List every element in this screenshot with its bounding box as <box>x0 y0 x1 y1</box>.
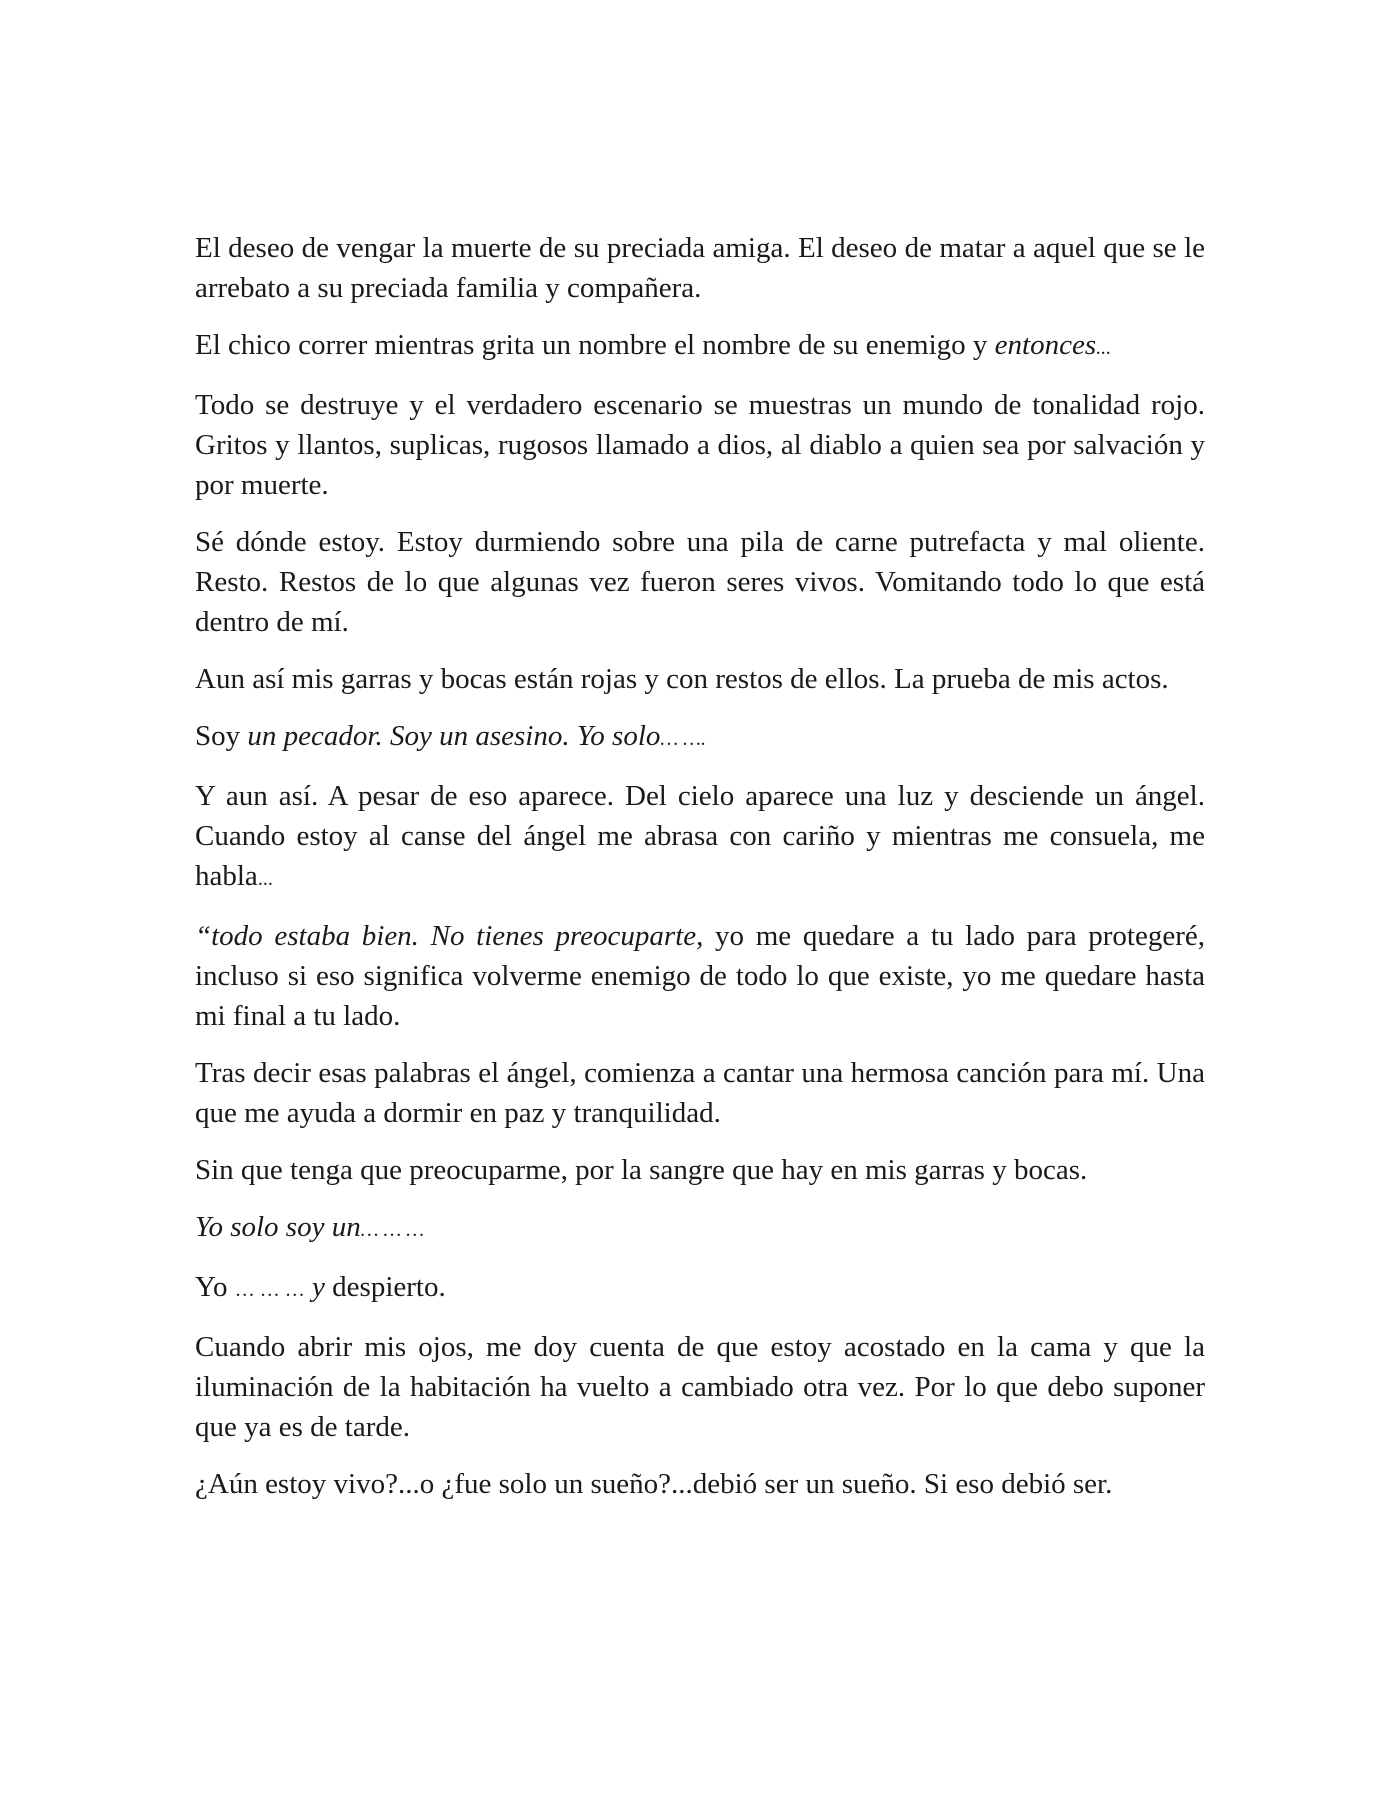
paragraph-6 <box>195 716 1205 759</box>
paragraph-6-text: Soy <box>195 720 248 752</box>
paragraph-11-ellipsis: … … … <box>360 1219 425 1241</box>
paragraph-3: Todo se destruye y el verdadero escenario se muestras un mundo de tonalidad rojo. Gritos y llantos, suplicas, rugosos llamado a dios, al diablo a quien sea por salvación y por muerte. <box>195 389 1205 501</box>
paragraph-2 <box>195 325 1205 368</box>
paragraph-4: Sé dónde estoy. Estoy durmiendo sobre una pila de carne putrefacta y mal oliente. Resto. Restos de lo que algunas vez fueron seres vivos. Vomitando todo lo que está dentro de mí. <box>195 526 1205 638</box>
paragraph-8 <box>195 916 1205 1036</box>
paragraph-12-ellipsis: … … … <box>234 1279 305 1301</box>
paragraph-2-text: El chico correr mientras grita un nombre el nombre de su enemigo y <box>195 329 995 361</box>
paragraph-12 <box>195 1267 1205 1310</box>
paragraph-12-italic: y <box>304 1271 325 1303</box>
paragraph-6-ellipsis: … …. <box>660 728 706 750</box>
paragraph-5: Aun así mis garras y bocas están rojas y con restos de ellos. La prueba de mis actos. <box>195 663 1169 695</box>
paragraph-11-italic: Yo solo soy un <box>195 1211 361 1243</box>
paragraph-8-text: , yo me quedare a tu lado para protegeré, incluso si eso significa volverme enemigo de todo lo que existe, yo me quedare hasta mi final a tu lado. <box>195 920 1205 1032</box>
paragraph-8-italic: “todo estaba bien. No tienes preocuparte <box>195 920 697 952</box>
paragraph-10: Sin que tenga que preocuparme, por la sangre que hay en mis garras y bocas. <box>195 1154 1088 1186</box>
paragraph-9: Tras decir esas palabras el ángel, comienza a cantar una hermosa canción para mí. Una que me ayuda a dormir en paz y tranquilidad. <box>195 1057 1205 1129</box>
paragraph-7-text: Y aun así. A pesar de eso aparece. Del cielo aparece una luz y desciende un ángel. Cuando estoy al canse del ángel me abrasa con cariño y mientras me consuela, me habla <box>195 780 1205 892</box>
paragraph-2-italic: entonces <box>994 329 1097 361</box>
paragraph-14: ¿Aún estoy vivo?...o ¿fue solo un sueño?...debió ser un sueño. Si eso debió ser. <box>195 1468 1113 1500</box>
paragraph-12-text: Yo <box>195 1271 235 1303</box>
paragraph-1: El deseo de vengar la muerte de su preciada amiga. El deseo de matar a aquel que se le arrebato a su preciada familia y compañera. <box>195 232 1205 304</box>
paragraph-11 <box>195 1207 1205 1250</box>
paragraph-2-ellipsis: ... <box>1096 337 1112 359</box>
document-page <box>195 228 1205 1521</box>
paragraph-7 <box>195 776 1205 899</box>
paragraph-12-end: despierto. <box>324 1271 446 1303</box>
paragraph-13: Cuando abrir mis ojos, me doy cuenta de que estoy acostado en la cama y que la iluminación de la habitación ha vuelto a cambiado otra vez. Por lo que debo suponer que ya es de tarde. <box>195 1331 1205 1443</box>
paragraph-7-ellipsis: ... <box>257 868 273 890</box>
paragraph-6-italic: un pecador. Soy un asesino. Yo solo <box>247 720 661 752</box>
